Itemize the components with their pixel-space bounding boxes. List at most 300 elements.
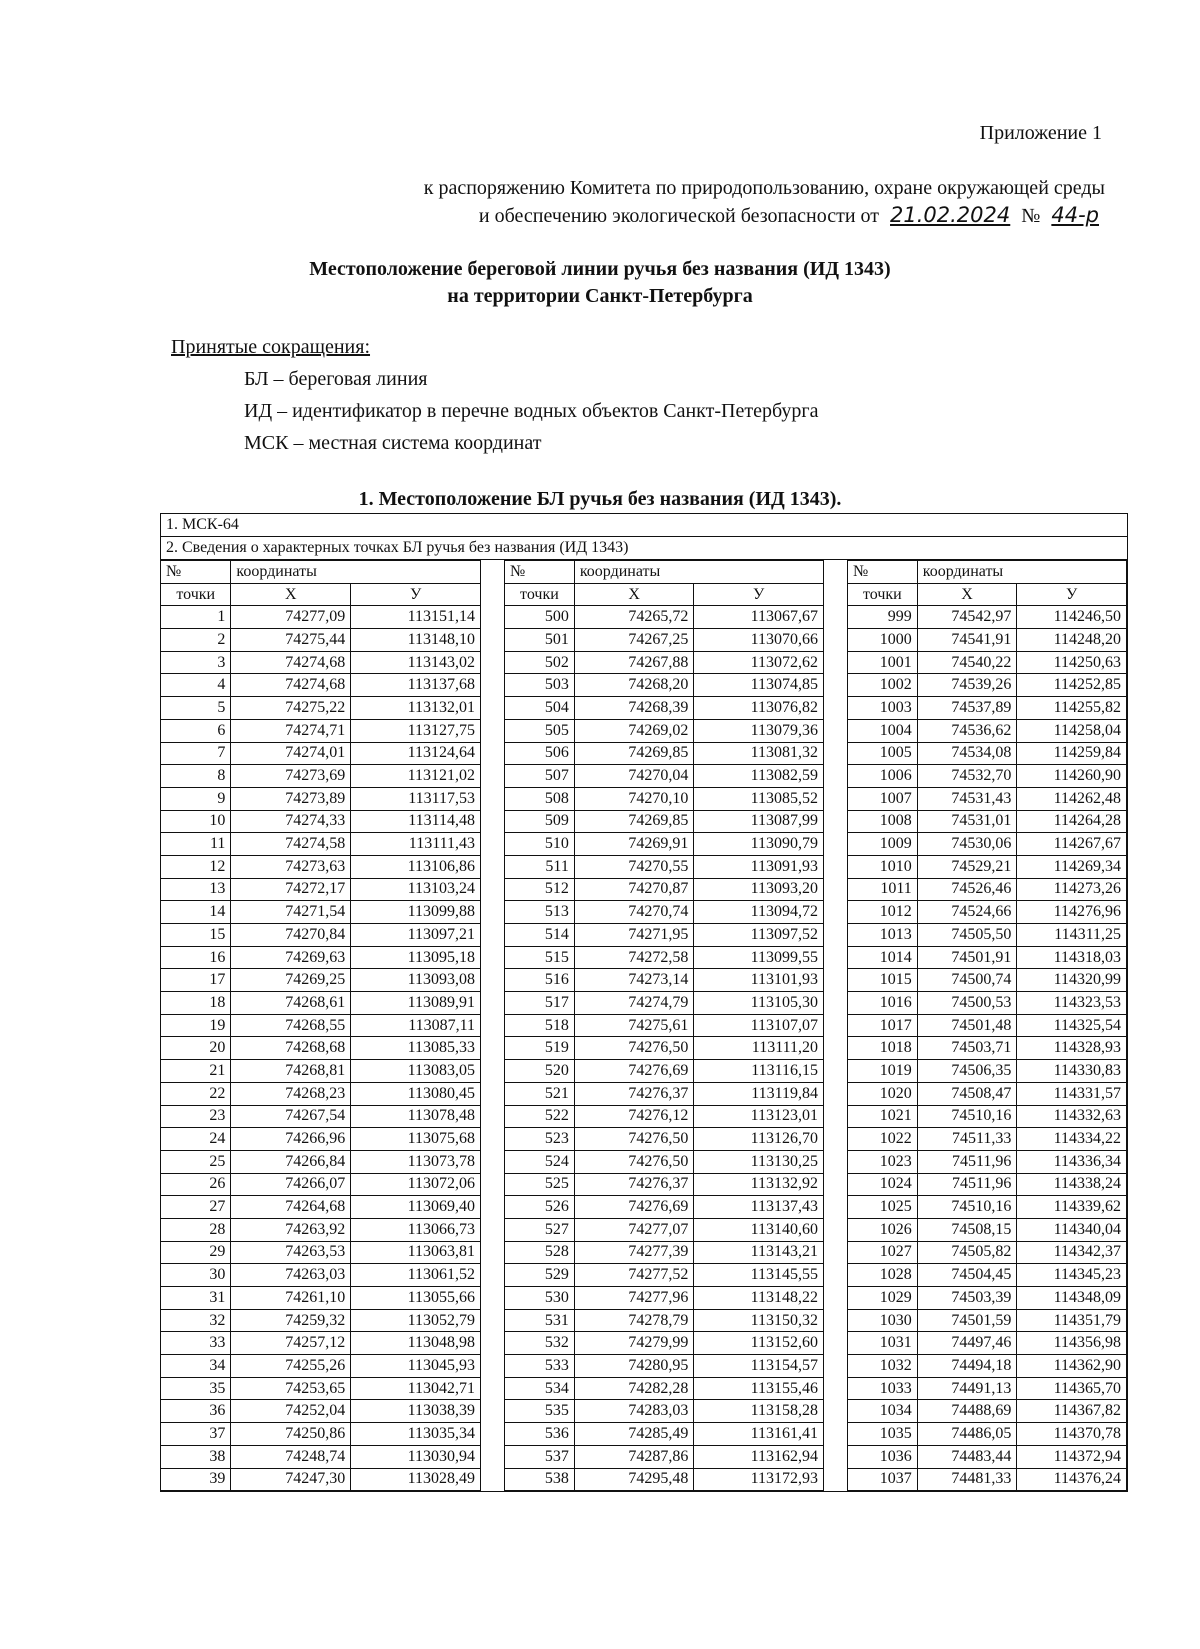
point-number: 505: [505, 719, 575, 742]
table-row: [848, 1264, 1127, 1287]
point-number: 532: [505, 1332, 575, 1355]
table-row: [161, 697, 481, 720]
point-number: 7: [161, 742, 231, 765]
point-number: 508: [505, 787, 575, 810]
coord-x: 74277,52: [574, 1264, 694, 1287]
point-number: 13: [161, 878, 231, 901]
coord-y: 114348,09: [1017, 1287, 1127, 1310]
coord-x: 74278,79: [574, 1309, 694, 1332]
coord-x: 74270,84: [231, 924, 351, 947]
point-number: 31: [161, 1287, 231, 1310]
coord-y: 113083,05: [351, 1060, 481, 1083]
point-number: 520: [505, 1060, 575, 1083]
coord-y: 114325,54: [1017, 1014, 1127, 1037]
point-number: 512: [505, 878, 575, 901]
abbreviations-heading: Принятые сокращения:: [171, 336, 371, 358]
coord-x: 74276,69: [574, 1060, 694, 1083]
point-number: 1033: [848, 1377, 918, 1400]
coord-y: 113038,39: [351, 1400, 481, 1423]
coord-y: 113072,06: [351, 1173, 481, 1196]
table-row: [161, 855, 481, 878]
table-row: [161, 1468, 481, 1491]
coord-x: 74269,85: [574, 742, 694, 765]
point-number: 23: [161, 1105, 231, 1128]
coord-x: 74536,62: [917, 719, 1017, 742]
coord-y: 114328,93: [1017, 1037, 1127, 1060]
coord-x: 74255,26: [231, 1355, 351, 1378]
point-number: 525: [505, 1173, 575, 1196]
coord-y: 114331,57: [1017, 1082, 1127, 1105]
coord-y: 114330,83: [1017, 1060, 1127, 1083]
table-row: [505, 1082, 824, 1105]
coord-x: 74277,09: [231, 606, 351, 629]
table-row: [848, 697, 1127, 720]
point-number: 1028: [848, 1264, 918, 1287]
point-number: 11: [161, 833, 231, 856]
point-number: 1019: [848, 1060, 918, 1083]
point-number: 32: [161, 1309, 231, 1332]
coord-x: 74271,95: [574, 924, 694, 947]
coord-x: 74274,68: [231, 674, 351, 697]
table-row: [505, 1037, 824, 1060]
coord-x: 74253,65: [231, 1377, 351, 1400]
coord-x: 74268,81: [231, 1060, 351, 1083]
coord-y: 113107,07: [694, 1014, 824, 1037]
point-number: 25: [161, 1150, 231, 1173]
point-number: 517: [505, 992, 575, 1015]
coord-x: 74503,71: [917, 1037, 1017, 1060]
point-number: 22: [161, 1082, 231, 1105]
header-y: У: [351, 583, 481, 606]
coord-x: 74532,70: [917, 765, 1017, 788]
coord-x: 74276,50: [574, 1128, 694, 1151]
coord-y: 113105,30: [694, 992, 824, 1015]
table-row: [505, 765, 824, 788]
table-row: [848, 924, 1127, 947]
point-number: 1032: [848, 1355, 918, 1378]
coord-x: 74261,10: [231, 1287, 351, 1310]
coord-x: 74272,58: [574, 946, 694, 969]
coord-y: 113137,68: [351, 674, 481, 697]
point-number: 528: [505, 1241, 575, 1264]
point-number: 36: [161, 1400, 231, 1423]
table-row: [161, 1400, 481, 1423]
document-title-line1: Местоположение береговой линии ручья без названия (ИД 1343): [309, 258, 891, 280]
document-title: [0, 256, 1200, 310]
table-row: [848, 1196, 1127, 1219]
table-row: [848, 1355, 1127, 1378]
table-row: [161, 1150, 481, 1173]
coord-x: 74276,50: [574, 1037, 694, 1060]
header-x: X: [917, 583, 1017, 606]
point-number: 523: [505, 1128, 575, 1151]
coord-y: 113111,43: [351, 833, 481, 856]
coord-y: 113154,57: [694, 1355, 824, 1378]
coordinates-block-1: [161, 560, 481, 1491]
table-row: [505, 901, 824, 924]
point-number: 1034: [848, 1400, 918, 1423]
coord-x: 74268,68: [231, 1037, 351, 1060]
coord-x: 74529,21: [917, 855, 1017, 878]
coord-x: 74541,91: [917, 629, 1017, 652]
point-number: 1000: [848, 629, 918, 652]
point-number: 1017: [848, 1014, 918, 1037]
coord-y: 113099,88: [351, 901, 481, 924]
coordinates-block-3: [847, 560, 1127, 1491]
coord-x: 74277,07: [574, 1218, 694, 1241]
coord-y: 114276,96: [1017, 901, 1127, 924]
coord-y: 114255,82: [1017, 697, 1127, 720]
point-number: 1001: [848, 651, 918, 674]
header-point: точки: [848, 583, 918, 606]
table-row: [848, 787, 1127, 810]
coord-y: 113106,86: [351, 855, 481, 878]
coord-x: 74503,39: [917, 1287, 1017, 1310]
point-number: 1035: [848, 1423, 918, 1446]
coord-y: 113111,20: [694, 1037, 824, 1060]
point-number: 1037: [848, 1468, 918, 1491]
coord-x: 74539,26: [917, 674, 1017, 697]
coord-y: 113093,20: [694, 878, 824, 901]
coord-y: 113123,01: [694, 1105, 824, 1128]
coord-y: 113132,01: [351, 697, 481, 720]
point-number: 19: [161, 1014, 231, 1037]
coord-y: 113148,10: [351, 629, 481, 652]
point-number: 507: [505, 765, 575, 788]
coord-x: 74274,68: [231, 651, 351, 674]
point-number: 1: [161, 606, 231, 629]
coord-x: 74264,68: [231, 1196, 351, 1219]
coord-y: 114351,79: [1017, 1309, 1127, 1332]
point-number: 1031: [848, 1332, 918, 1355]
coord-x: 74268,39: [574, 697, 694, 720]
coord-x: 74505,50: [917, 924, 1017, 947]
coord-y: 113140,60: [694, 1218, 824, 1241]
coord-y: 113150,32: [694, 1309, 824, 1332]
coord-y: 113073,78: [351, 1150, 481, 1173]
point-number: 1006: [848, 765, 918, 788]
coord-y: 114365,70: [1017, 1377, 1127, 1400]
coord-y: 113148,22: [694, 1287, 824, 1310]
coord-x: 74275,22: [231, 697, 351, 720]
coord-x: 74542,97: [917, 606, 1017, 629]
table-row: [848, 1377, 1127, 1400]
table-row: [505, 1150, 824, 1173]
table-row: [505, 810, 824, 833]
coord-y: 113094,72: [694, 901, 824, 924]
point-number: 509: [505, 810, 575, 833]
header-number: №: [505, 561, 575, 584]
coord-x: 74248,74: [231, 1445, 351, 1468]
order-reference-prefix: и обеспечению экологической безопасности от: [478, 205, 880, 227]
table-caption-row: 2. Сведения о характерных точках БЛ ручья без названия (ИД 1343): [161, 537, 1127, 560]
header-y: У: [694, 583, 824, 606]
table-row: [161, 1332, 481, 1355]
table-row: [161, 1241, 481, 1264]
coord-x: 74276,50: [574, 1150, 694, 1173]
table-row: [848, 878, 1127, 901]
table-row: [161, 878, 481, 901]
coord-x: 74483,44: [917, 1445, 1017, 1468]
coord-y: 114345,23: [1017, 1264, 1127, 1287]
abbreviation-item: БЛ – береговая линия: [244, 368, 428, 390]
document-title-line2: на территории Санкт-Петербурга: [447, 285, 753, 307]
coord-x: 74501,48: [917, 1014, 1017, 1037]
coord-x: 74274,33: [231, 810, 351, 833]
point-number: 516: [505, 969, 575, 992]
coord-y: 114260,90: [1017, 765, 1127, 788]
coord-y: 113087,99: [694, 810, 824, 833]
table-row: [505, 992, 824, 1015]
coord-x: 74250,86: [231, 1423, 351, 1446]
coord-x: 74285,49: [574, 1423, 694, 1446]
point-number: 26: [161, 1173, 231, 1196]
coord-x: 74276,37: [574, 1082, 694, 1105]
table-row: [505, 1218, 824, 1241]
table-row: [161, 742, 481, 765]
header-y: У: [1017, 583, 1127, 606]
table-header-row: [161, 561, 481, 584]
header-coordinates: координаты: [231, 561, 481, 584]
table-row: [161, 674, 481, 697]
coord-y: 114340,04: [1017, 1218, 1127, 1241]
coord-x: 74273,63: [231, 855, 351, 878]
table-row: [848, 651, 1127, 674]
coord-y: 113143,21: [694, 1241, 824, 1264]
coord-x: 74268,23: [231, 1082, 351, 1105]
coord-y: 113035,34: [351, 1423, 481, 1446]
coord-x: 74530,06: [917, 833, 1017, 856]
coord-y: 114323,53: [1017, 992, 1127, 1015]
point-number: 533: [505, 1355, 575, 1378]
table-row: [161, 1196, 481, 1219]
coord-x: 74282,28: [574, 1377, 694, 1400]
coord-y: 113097,21: [351, 924, 481, 947]
point-number: 1024: [848, 1173, 918, 1196]
coord-y: 113078,48: [351, 1105, 481, 1128]
table-row: [161, 1287, 481, 1310]
coord-x: 74295,48: [574, 1468, 694, 1491]
coord-x: 74511,96: [917, 1173, 1017, 1196]
point-number: 519: [505, 1037, 575, 1060]
coord-x: 74505,82: [917, 1241, 1017, 1264]
header-coordinates: координаты: [574, 561, 823, 584]
coord-y: 113061,52: [351, 1264, 481, 1287]
coord-x: 74272,17: [231, 878, 351, 901]
header-coordinates: координаты: [917, 561, 1126, 584]
table-row: [848, 1287, 1127, 1310]
table-row: [161, 1377, 481, 1400]
coord-x: 74276,37: [574, 1173, 694, 1196]
coord-y: 113080,45: [351, 1082, 481, 1105]
point-number: 527: [505, 1218, 575, 1241]
point-number: 1012: [848, 901, 918, 924]
coord-x: 74274,79: [574, 992, 694, 1015]
coord-y: 114336,34: [1017, 1150, 1127, 1173]
point-number: 15: [161, 924, 231, 947]
point-number: 6: [161, 719, 231, 742]
table-row: [848, 1014, 1127, 1037]
coord-x: 74274,58: [231, 833, 351, 856]
coord-y: 113116,15: [694, 1060, 824, 1083]
point-number: 1014: [848, 946, 918, 969]
coord-y: 114248,20: [1017, 629, 1127, 652]
coord-y: 114362,90: [1017, 1355, 1127, 1378]
point-number: 518: [505, 1014, 575, 1037]
point-number: 17: [161, 969, 231, 992]
coord-x: 74511,96: [917, 1150, 1017, 1173]
table-row: [161, 1309, 481, 1332]
coord-y: 113162,94: [694, 1445, 824, 1468]
coord-y: 113114,48: [351, 810, 481, 833]
coord-y: 113074,85: [694, 674, 824, 697]
point-number: 502: [505, 651, 575, 674]
point-number: 511: [505, 855, 575, 878]
table-row: [161, 969, 481, 992]
point-number: 16: [161, 946, 231, 969]
coord-x: 74274,01: [231, 742, 351, 765]
coord-y: 113075,68: [351, 1128, 481, 1151]
table-row: [848, 1445, 1127, 1468]
coord-x: 74501,59: [917, 1309, 1017, 1332]
point-number: 524: [505, 1150, 575, 1173]
point-number: 1029: [848, 1287, 918, 1310]
table-row: [505, 878, 824, 901]
coord-y: 113101,93: [694, 969, 824, 992]
point-number: 30: [161, 1264, 231, 1287]
point-number: 28: [161, 1218, 231, 1241]
coord-y: 113097,52: [694, 924, 824, 947]
table-row: [505, 1355, 824, 1378]
section-title: 1. Местоположение БЛ ручья без названия (ИД 1343).: [358, 488, 842, 510]
table-row: [505, 742, 824, 765]
point-number: 1010: [848, 855, 918, 878]
header-x: X: [231, 583, 351, 606]
table-row: [848, 1218, 1127, 1241]
order-reference-line2: [479, 203, 1105, 228]
coord-x: 74267,54: [231, 1105, 351, 1128]
coord-x: 74268,61: [231, 992, 351, 1015]
point-number: 1009: [848, 833, 918, 856]
table-row: [848, 992, 1127, 1015]
table-row: [848, 719, 1127, 742]
coord-x: 74531,43: [917, 787, 1017, 810]
point-number: 8: [161, 765, 231, 788]
coord-y: 113091,93: [694, 855, 824, 878]
point-number: 526: [505, 1196, 575, 1219]
point-number: 500: [505, 606, 575, 629]
table-row: [161, 719, 481, 742]
coord-y: 113087,11: [351, 1014, 481, 1037]
table-row: [848, 1150, 1127, 1173]
coord-y: 113143,02: [351, 651, 481, 674]
point-number: 12: [161, 855, 231, 878]
coord-y: 113055,66: [351, 1287, 481, 1310]
point-number: 1003: [848, 697, 918, 720]
coord-y: 114273,26: [1017, 878, 1127, 901]
coord-x: 74268,55: [231, 1014, 351, 1037]
point-number: 503: [505, 674, 575, 697]
point-number: 501: [505, 629, 575, 652]
coord-y: 113090,79: [694, 833, 824, 856]
coord-y: 113126,70: [694, 1128, 824, 1151]
coord-x: 74537,89: [917, 697, 1017, 720]
table-row: [161, 1060, 481, 1083]
coord-x: 74531,01: [917, 810, 1017, 833]
coord-x: 74276,12: [574, 1105, 694, 1128]
coord-x: 74266,96: [231, 1128, 351, 1151]
order-date: 21.02.2024: [890, 203, 1011, 227]
coord-y: 113152,60: [694, 1332, 824, 1355]
point-number: 1027: [848, 1241, 918, 1264]
table-row: [161, 1105, 481, 1128]
point-number: 515: [505, 946, 575, 969]
coord-x: 74275,61: [574, 1014, 694, 1037]
table-row: [161, 1014, 481, 1037]
table-row: [848, 969, 1127, 992]
table-row: [505, 1468, 824, 1491]
point-number: 14: [161, 901, 231, 924]
coordinates-table: [160, 513, 1128, 1492]
point-number: 37: [161, 1423, 231, 1446]
coord-y: 114262,48: [1017, 787, 1127, 810]
coord-y: 113132,92: [694, 1173, 824, 1196]
coord-y: 113030,94: [351, 1445, 481, 1468]
coord-x: 74269,02: [574, 719, 694, 742]
coord-y: 114258,04: [1017, 719, 1127, 742]
table-row: [161, 765, 481, 788]
coord-x: 74488,69: [917, 1400, 1017, 1423]
point-number: 1023: [848, 1150, 918, 1173]
coord-y: 113085,33: [351, 1037, 481, 1060]
coord-y: 114250,63: [1017, 651, 1127, 674]
coord-y: 113028,49: [351, 1468, 481, 1491]
point-number: 538: [505, 1468, 575, 1491]
point-number: 21: [161, 1060, 231, 1083]
coord-x: 74257,12: [231, 1332, 351, 1355]
table-row: [505, 855, 824, 878]
coord-x: 74275,44: [231, 629, 351, 652]
point-number: 24: [161, 1128, 231, 1151]
coord-x: 74504,45: [917, 1264, 1017, 1287]
table-row: [848, 1082, 1127, 1105]
coord-y: 113103,24: [351, 878, 481, 901]
table-row: [505, 1445, 824, 1468]
point-number: 1020: [848, 1082, 918, 1105]
coord-x: 74277,96: [574, 1287, 694, 1310]
table-row: [848, 833, 1127, 856]
point-number: 1015: [848, 969, 918, 992]
point-number: 1026: [848, 1218, 918, 1241]
coord-y: 113161,41: [694, 1423, 824, 1446]
coord-y: 113121,02: [351, 765, 481, 788]
table-row: [505, 697, 824, 720]
coord-x: 74491,13: [917, 1377, 1017, 1400]
point-number: 1025: [848, 1196, 918, 1219]
coord-y: 113067,67: [694, 606, 824, 629]
point-number: 536: [505, 1423, 575, 1446]
point-number: 10: [161, 810, 231, 833]
table-subheader-row: [505, 583, 824, 606]
point-number: 504: [505, 697, 575, 720]
coord-x: 74263,03: [231, 1264, 351, 1287]
table-row: [161, 787, 481, 810]
coord-x: 74500,74: [917, 969, 1017, 992]
table-row: [505, 606, 824, 629]
coord-y: 113145,55: [694, 1264, 824, 1287]
coord-x: 74277,39: [574, 1241, 694, 1264]
coord-x: 74508,15: [917, 1218, 1017, 1241]
